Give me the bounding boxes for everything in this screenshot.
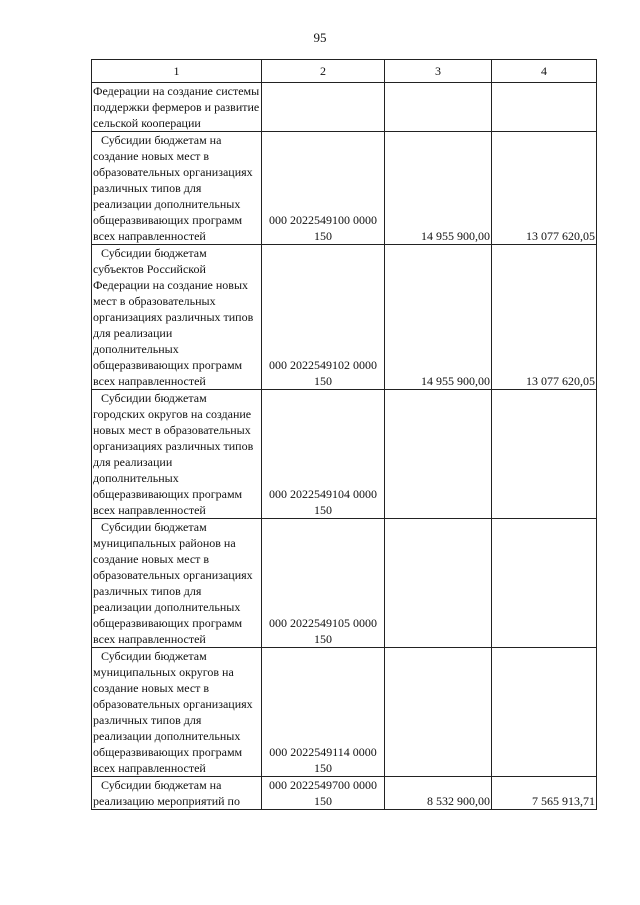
- column-header-4: 4: [492, 60, 597, 83]
- table-row: [92, 245, 597, 390]
- row-name-cell: [92, 390, 262, 519]
- row-name-text: Субсидии бюджетам городских округов на создание новых мест в образовательных организациях различных типов для реализации дополнительных общеразвивающих программ всех направленностей: [93, 391, 254, 517]
- row-name-text: Субсидии бюджетам субъектов Российской Федерации на создание новых мест в образовательных организациях различных типов для реализации дополнительных общеразвивающих программ всех направленностей: [93, 246, 254, 388]
- row-name-text: Субсидии бюджетам муниципальных районов на создание новых мест в образовательных организациях различных типов для реализации дополнительных общеразвивающих программ всех направленностей: [93, 520, 253, 646]
- table-row: [92, 777, 597, 810]
- row-col4-cell: [492, 519, 597, 648]
- table-row: [92, 83, 597, 132]
- row-col3-cell: [385, 390, 492, 519]
- row-name-text: Субсидии бюджетам на реализацию мероприятий по: [93, 778, 240, 808]
- row-col3-cell: 14 955 900,00: [385, 245, 492, 390]
- row-code-cell: 000 2022549100 0000 150: [262, 132, 385, 245]
- row-name-text: Субсидии бюджетам на создание новых мест в образовательных организациях различных типов для реализации дополнительных общеразвивающих программ всех направленностей: [93, 133, 253, 243]
- column-header-3: 3: [385, 60, 492, 83]
- row-name-cell: [92, 519, 262, 648]
- row-col4-cell: 13 077 620,05: [492, 245, 597, 390]
- table-row: [92, 132, 597, 245]
- row-name-cell: [92, 245, 262, 390]
- row-code-cell: 000 2022549105 0000 150: [262, 519, 385, 648]
- row-code-cell: 000 2022549700 0000 150: [262, 777, 385, 810]
- row-name-cell: [92, 648, 262, 777]
- row-col4-cell: 13 077 620,05: [492, 132, 597, 245]
- row-code-cell: 000 2022549114 0000 150: [262, 648, 385, 777]
- row-name-cell: [92, 132, 262, 245]
- page-number: 95: [313, 30, 327, 45]
- table-row: [92, 390, 597, 519]
- row-name-cell: [92, 777, 262, 810]
- row-col3-cell: [385, 519, 492, 648]
- row-col3-cell: [385, 83, 492, 132]
- row-col3-cell: 8 532 900,00: [385, 777, 492, 810]
- row-col3-cell: 14 955 900,00: [385, 132, 492, 245]
- row-col4-cell: [492, 390, 597, 519]
- row-name-text: Федерации на создание системы поддержки фермеров и развитие сельской кооперации: [93, 84, 260, 130]
- row-col3-cell: [385, 648, 492, 777]
- column-header-2: 2: [262, 60, 385, 83]
- table-header-row: [92, 60, 597, 83]
- table-body: [92, 83, 597, 810]
- row-name-cell: [92, 83, 262, 132]
- row-col4-cell: 7 565 913,71: [492, 777, 597, 810]
- row-code-cell: 000 2022549102 0000 150: [262, 245, 385, 390]
- table-row: [92, 648, 597, 777]
- row-col4-cell: [492, 83, 597, 132]
- row-col4-cell: [492, 648, 597, 777]
- column-header-1: 1: [92, 60, 262, 83]
- row-name-text: Субсидии бюджетам муниципальных округов на создание новых мест в образовательных организациях различных типов для реализации дополнительных общеразвивающих программ всех направленностей: [93, 649, 253, 775]
- budget-table: [91, 59, 597, 810]
- row-code-cell: [262, 83, 385, 132]
- table-row: [92, 519, 597, 648]
- row-code-cell: 000 2022549104 0000 150: [262, 390, 385, 519]
